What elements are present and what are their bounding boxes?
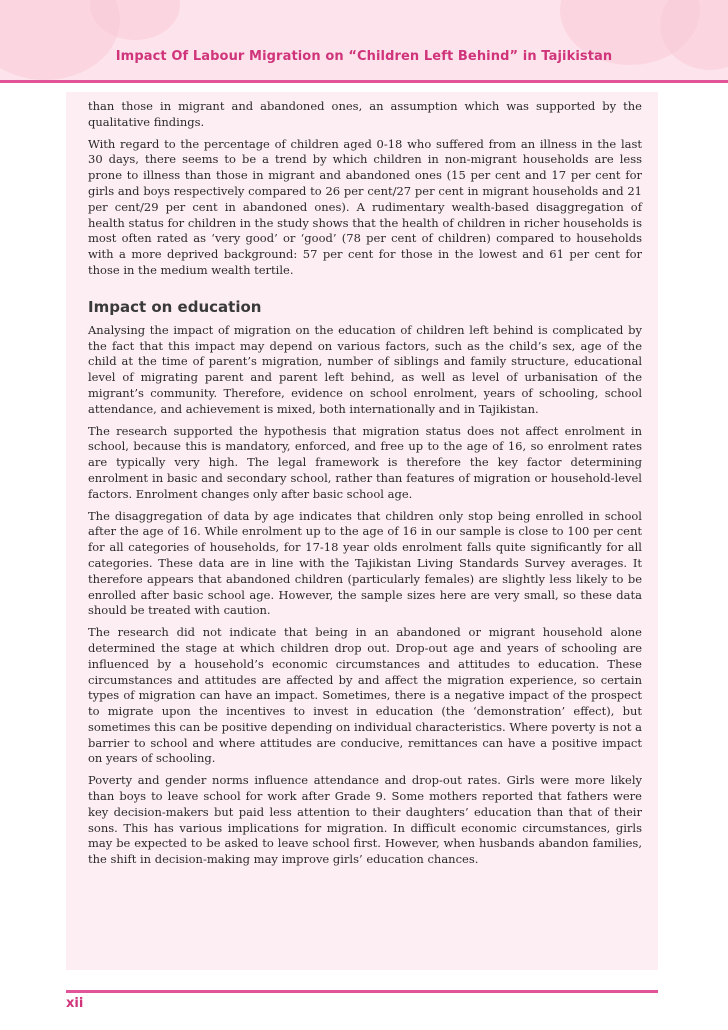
header-rule <box>0 80 728 83</box>
page-body <box>88 99 642 874</box>
header-band <box>0 0 728 80</box>
paragraph: Analysing the impact of migration on the education of children left behind is complicated by the fact that this impact may depend on various factors, such as the child’s sex, age of the child at the time of parent’s migration, number of siblings and family structure, educational level of migrating parent and parent left behind, as well as level of urbanisation of the migrant’s community. Therefore, evidence on school enrolment, years of schooling, school attendance, and achievement is mixed, both internationally and in Tajikistan. <box>88 322 642 416</box>
paragraph: The research supported the hypothesis that migration status does not affect enrolment in school, because this is mandatory, enforced, and free up to the age of 16, so enrolment rates are typically very high. The legal framework is therefore the key factor determining enrolment in basic and secondary school, rather than features of migration or household-level factors. Enrolment changes only after basic school age. <box>88 423 642 501</box>
paragraph: The research did not indicate that being in an abandoned or migrant household alone determined the stage at which children drop out. Drop-out age and years of schooling are influenced by a household’s economic circumstances and attitudes to education. These circumstances and attitudes are affected by and affect the migration experience, so certain types of migration can have an impact. Sometimes, there is a negative impact of the prospect to migrate upon the incentives to invest in education (the ‘demonstration’ effect), but sometimes this can be positive depending on individual characteristics. Where poverty is not a barrier to school and where attitudes are conducive, remittances can have a positive impact on years of schooling. <box>88 625 642 766</box>
paragraph: than those in migrant and abandoned ones, an assumption which was supported by the qualitative findings. <box>88 99 642 129</box>
paragraph: The disaggregation of data by age indicates that children only stop being enrolled in school after the age of 16. While enrolment up to the age of 16 in our sample is close to 100 per cent for all categories of households, for 17-18 year olds enrolment falls quite significantly for all categories. These data are in line with the Tajikistan Living Standards Survey averages. It therefore appears that abandoned children (particularly females) are slightly less likely to be enrolled after basic school age. However, the sample sizes here are very small, so these data should be treated with caution. <box>88 508 642 618</box>
page-number: xii <box>66 996 84 1011</box>
running-header-title: Impact Of Labour Migration on “Children Left Behind” in Tajikistan <box>115 49 613 64</box>
paragraph: With regard to the percentage of children aged 0-18 who suffered from an illness in the last 30 days, there seems to be a trend by which children in non-migrant households are less prone to illness than those in migrant and abandoned ones (15 per cent and 17 per cent for girls and boys respectively compared to 26 per cent/27 per cent in migrant households and 21 per cent/29 per cent in abandoned ones). A rudimentary wealth-based disaggregation of health status for children in the study shows that the health of children in richer households is most often rated as ‘very good’ or ‘good’ (78 per cent of children) compared to households with a more deprived background: 57 per cent for those in the lowest and 61 per cent for those in the medium wealth tertile. <box>88 136 642 277</box>
section-heading: Impact on education <box>88 297 262 316</box>
footer-rule <box>66 990 658 993</box>
paragraph: Poverty and gender norms influence attendance and drop-out rates. Girls were more likely than boys to leave school for work after Grade 9. Some mothers reported that fathers were key decision-makers but paid less attention to their daughters’ education than that of their sons. This has various implications for migration. In difficult economic circumstances, girls may be expected to be asked to leave school first. However, when husbands abandon families, the shift in decision-making may improve girls’ education chances. <box>88 773 642 867</box>
